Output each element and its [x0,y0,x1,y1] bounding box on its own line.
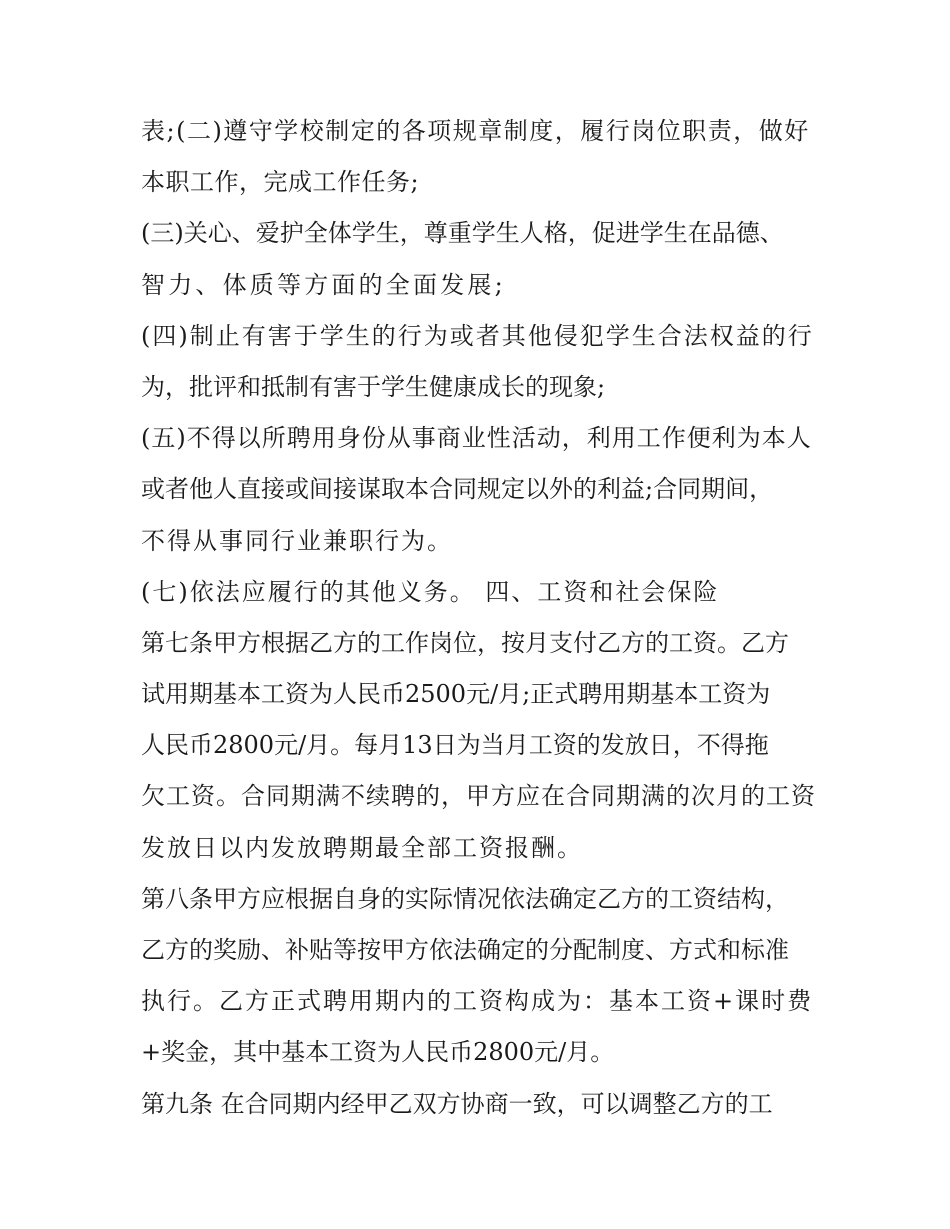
text-line: (五)不得以所聘用身份从事商业性活动，利用工作便利为本人 [141,424,812,453]
text-line: (三)关心、爱护全体学生，尊重学生人格，促进学生在品德、 [141,219,784,248]
text-line: 第七条甲方根据乙方的工作岗位，按月支付乙方的工资。乙方 [141,628,789,657]
text-line: 试用期基本工资为人民币2500元/月;正式聘用期基本工资为 [141,680,771,709]
text-line: 不得从事同行业兼职行为。 [141,526,453,555]
text-line: 本职工作，完成工作任务; [141,168,420,197]
text-line: 执行。乙方正式聘用期内的工资构成为：基本工资+课时费 [141,987,814,1016]
text-line: 第九条 在合同期内经甲乙双方协商一致，可以调整乙方的工 [141,1089,773,1118]
text-line: 第八条甲方应根据自身的实际情况依法确定乙方的工资结构， [141,884,789,913]
text-line: (七)依法应履行的其他义务。 四、工资和社会保险 [141,577,720,606]
text-line: 智力、体质等方面的全面发展; [141,270,506,299]
contract-text [141,106,821,1130]
text-line: +奖金，其中基本工资为人民币2800元/月。 [141,1038,615,1067]
text-line: 乙方的奖励、补贴等按甲方依法确定的分配制度、方式和标准 [141,936,789,964]
text-line: 为，批评和抵制有害于学生健康成长的现象; [141,372,606,401]
text-line: (四)制止有害于学生的行为或者其他侵犯学生合法权益的行 [141,321,814,350]
text-line: 或者他人直接或间接谋取本合同规定以外的利益;合同期间， [141,475,774,504]
text-line: 欠工资。合同期满不续聘的，甲方应在合同期满的次月的工资 [141,782,816,811]
text-line: 人民币2800元/月。每月13日为当月工资的发放日，不得拖 [141,731,769,760]
text-line: 发放日以内发放聘期最全部工资报酬。 [141,833,583,862]
text-line: 表;(二)遵守学校制定的各项规章制度，履行岗位职责，做好 [141,117,810,145]
